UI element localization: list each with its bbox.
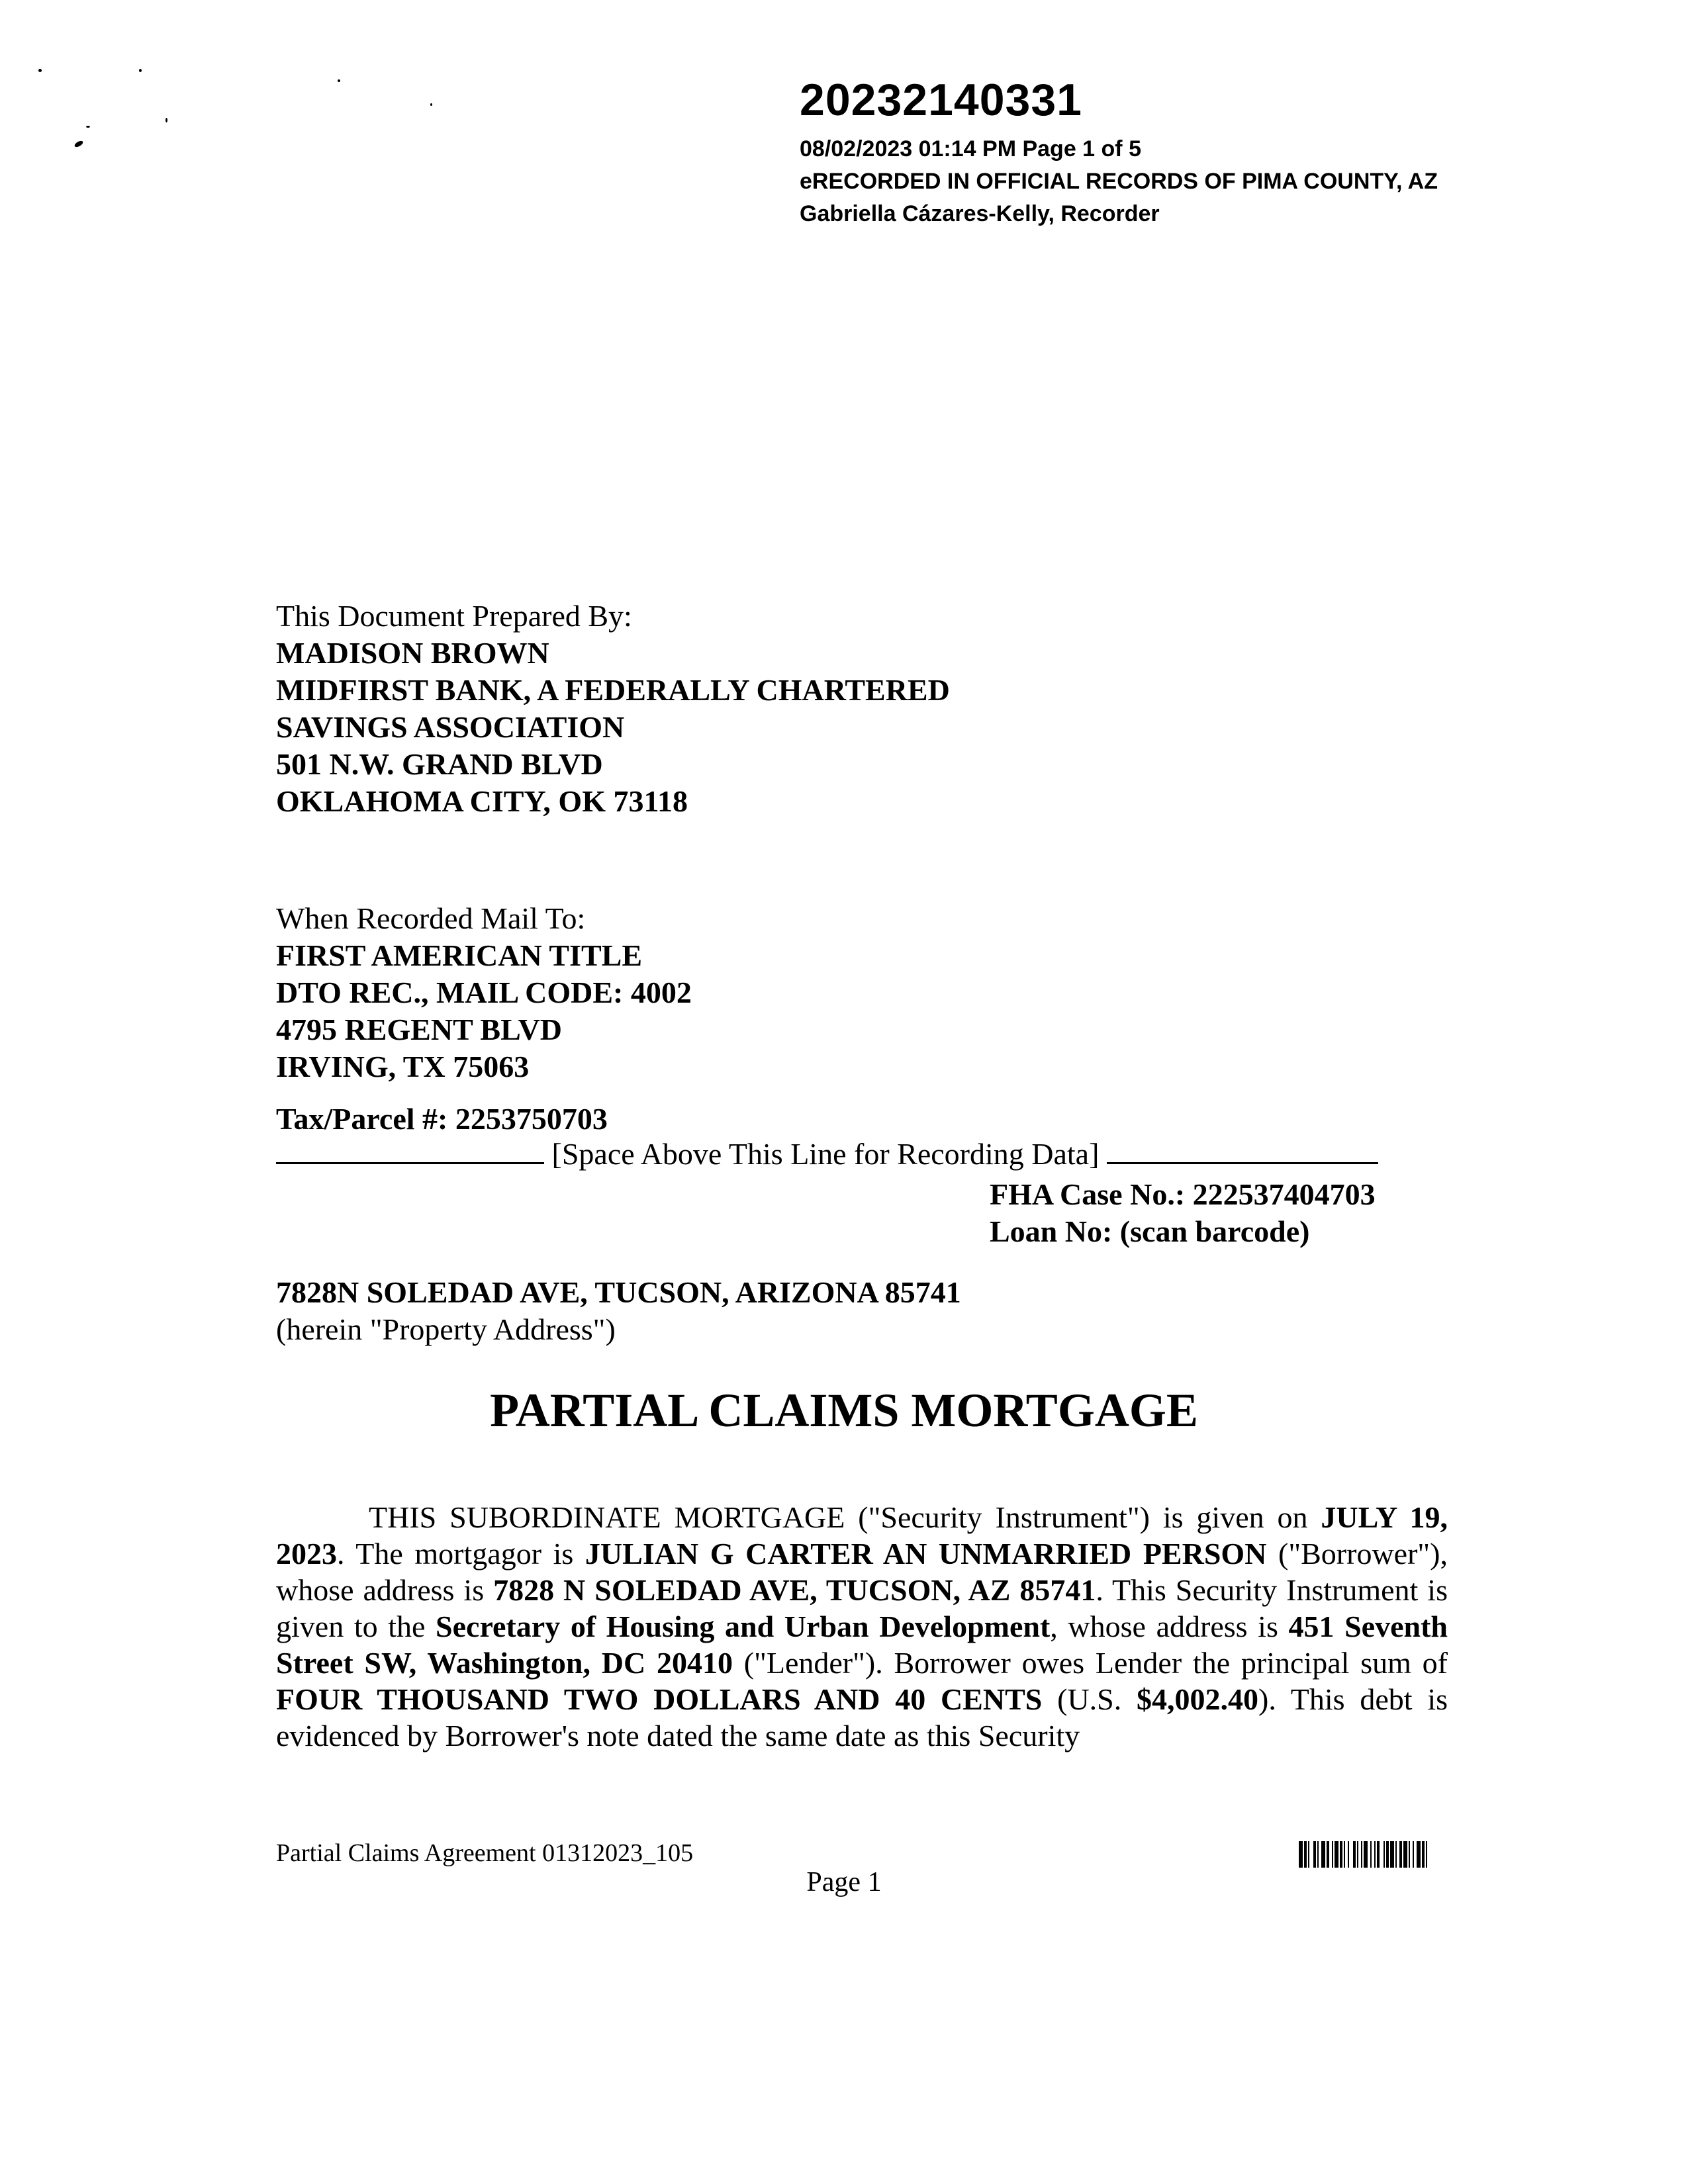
barcode-bar bbox=[1422, 1841, 1425, 1868]
scan-speck bbox=[139, 69, 142, 72]
fha-case-number: FHA Case No.: 222537404703 bbox=[990, 1177, 1376, 1211]
barcode-bar bbox=[1332, 1841, 1333, 1868]
barcode-bar bbox=[1364, 1841, 1368, 1868]
paragraph-text: (U.S. bbox=[1042, 1682, 1137, 1716]
document-title: PARTIAL CLAIMS MORTGAGE bbox=[490, 1384, 1198, 1437]
recording-space-divider bbox=[276, 1136, 1378, 1171]
barcode-bar bbox=[1377, 1841, 1380, 1868]
barcode-bar bbox=[1313, 1841, 1316, 1868]
barcode-bar bbox=[1426, 1841, 1427, 1868]
barcode-bar bbox=[1299, 1841, 1303, 1868]
recording-office: eRECORDED IN OFFICIAL RECORDS OF PIMA COUNTY, AZ bbox=[800, 169, 1438, 194]
scan-speck bbox=[73, 140, 84, 148]
paragraph-text: . This Security Instrument is given to the bbox=[276, 1573, 1448, 1643]
barcode-bar bbox=[1304, 1841, 1307, 1868]
barcode-bar bbox=[1348, 1841, 1349, 1868]
paragraph-text: , whose address is bbox=[1050, 1610, 1289, 1643]
mail-to-name: FIRST AMERICAN TITLE bbox=[276, 938, 643, 972]
scan-speck bbox=[86, 126, 90, 128]
mail-to-street: 4795 REGENT BLVD bbox=[276, 1013, 563, 1046]
prepared-by-label: This Document Prepared By: bbox=[276, 599, 632, 633]
barcode-bar bbox=[1335, 1841, 1338, 1868]
mail-to-dept: DTO REC., MAIL CODE: 4002 bbox=[276, 976, 692, 1009]
barcode-icon bbox=[1299, 1841, 1460, 1868]
barcode-bar bbox=[1327, 1841, 1329, 1868]
barcode-bar bbox=[1386, 1841, 1389, 1868]
barcode-bar bbox=[1409, 1841, 1410, 1868]
case-info-block bbox=[990, 1176, 1376, 1250]
barcode-bar bbox=[1413, 1841, 1414, 1868]
barcode-bar bbox=[1417, 1841, 1421, 1868]
barcode-bar bbox=[1383, 1841, 1385, 1868]
mortgage-date: JULY 19, 2023 bbox=[276, 1500, 1448, 1570]
preparer-street: 501 N.W. GRAND BLVD bbox=[276, 747, 603, 781]
barcode-bar bbox=[1357, 1841, 1358, 1868]
mail-to-label: When Recorded Mail To: bbox=[276, 901, 586, 935]
space-above-label: [Space Above This Line for Recording Data] bbox=[551, 1137, 1100, 1171]
mail-to-block bbox=[276, 900, 692, 1085]
recording-number: 20232140331 bbox=[800, 75, 1083, 125]
preparer-company-line-1: MIDFIRST BANK, A FEDERALLY CHARTERED bbox=[276, 673, 950, 707]
property-address-block bbox=[276, 1274, 961, 1348]
form-identifier: Partial Claims Agreement 01312023_105 bbox=[276, 1839, 694, 1867]
page-number: Page 1 bbox=[806, 1867, 882, 1897]
scan-speck bbox=[165, 118, 167, 122]
mortgage-paragraph bbox=[276, 1499, 1448, 1754]
mail-to-city: IRVING, TX 75063 bbox=[276, 1050, 530, 1083]
barcode-bar bbox=[1361, 1841, 1362, 1868]
prepared-by-block bbox=[276, 598, 950, 820]
barcode-bar bbox=[1374, 1841, 1376, 1868]
principal-amount: $4,002.40 bbox=[1137, 1682, 1259, 1716]
borrower-name: JULIAN G CARTER AN UNMARRIED PERSON bbox=[585, 1537, 1267, 1570]
barcode-bar bbox=[1321, 1841, 1325, 1868]
barcode-bar bbox=[1317, 1841, 1319, 1868]
barcode-bar bbox=[1390, 1841, 1394, 1868]
lender-address: 451 Seventh Street SW, Washington, DC 20410 bbox=[276, 1610, 1448, 1680]
preparer-name: MADISON BROWN bbox=[276, 636, 549, 670]
barcode-bar bbox=[1353, 1841, 1356, 1868]
recorder-name: Gabriella Cázares-Kelly, Recorder bbox=[800, 201, 1160, 226]
barcode-bar bbox=[1340, 1841, 1342, 1868]
preparer-city: OKLAHOMA CITY, OK 73118 bbox=[276, 784, 688, 818]
paragraph-text: ("Borrower"), whose address is bbox=[276, 1537, 1448, 1607]
borrower-address: 7828 N SOLEDAD AVE, TUCSON, AZ 85741 bbox=[493, 1573, 1096, 1607]
barcode-bar bbox=[1344, 1841, 1345, 1868]
lender-name: Secretary of Housing and Urban Development bbox=[436, 1610, 1051, 1643]
paragraph-text: ("Lender"). Borrower owes Lender the principal sum of bbox=[732, 1646, 1448, 1680]
paragraph-text: THIS SUBORDINATE MORTGAGE ("Security Instrument") is given on bbox=[369, 1500, 1321, 1534]
scan-speck bbox=[338, 79, 340, 82]
loan-number: Loan No: (scan barcode) bbox=[990, 1214, 1310, 1248]
amount-in-words: FOUR THOUSAND TWO DOLLARS AND 40 CENTS bbox=[276, 1682, 1043, 1716]
barcode-bar bbox=[1370, 1841, 1372, 1868]
barcode-bar bbox=[1308, 1841, 1309, 1868]
recording-date-page: 08/02/2023 01:14 PM Page 1 of 5 bbox=[800, 136, 1141, 161]
paragraph-text: . The mortgagor is bbox=[337, 1537, 585, 1570]
tax-parcel-number: Tax/Parcel #: 2253750703 bbox=[276, 1102, 608, 1136]
property-address: 7828N SOLEDAD AVE, TUCSON, ARIZONA 85741 bbox=[276, 1275, 961, 1309]
preparer-company-line-2: SAVINGS ASSOCIATION bbox=[276, 710, 625, 744]
divider-rule-right bbox=[1107, 1136, 1378, 1164]
barcode-bar bbox=[1403, 1841, 1407, 1868]
scan-speck bbox=[430, 103, 432, 106]
paragraph-text: ). This debt is evidenced by Borrower's note dated the same date as this Security bbox=[276, 1682, 1448, 1752]
divider-rule-left bbox=[276, 1136, 544, 1164]
scan-speck bbox=[38, 69, 42, 72]
barcode-bar bbox=[1395, 1841, 1397, 1868]
property-address-note: (herein "Property Address") bbox=[276, 1312, 616, 1346]
barcode-bar bbox=[1399, 1841, 1402, 1868]
